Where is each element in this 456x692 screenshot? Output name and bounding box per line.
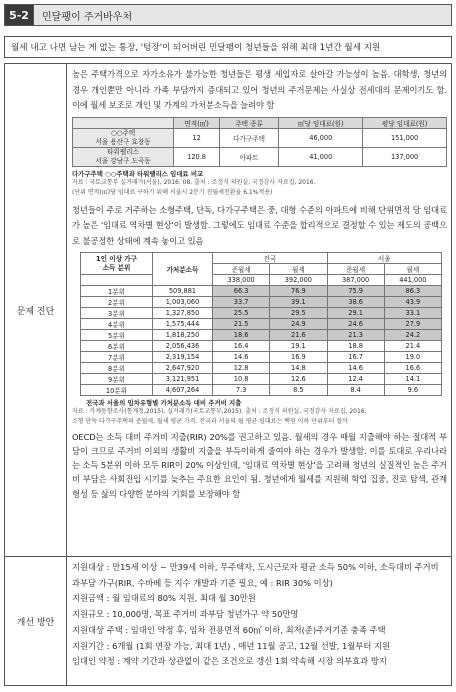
t2-income: 2,647,920 — [153, 362, 213, 373]
t1-name: ○○주택 서울 용산구 효창동 — [73, 128, 174, 147]
problem-label: 문제 진단 — [5, 64, 67, 556]
t2-quintile: 9분위 — [81, 373, 153, 384]
t2-quintile: 3분위 — [81, 307, 153, 318]
table-row — [81, 384, 442, 395]
t1-header: 평당 임대료(원) — [363, 117, 447, 128]
t2-rir-value: 12.8 — [213, 362, 270, 373]
table1-note: (단위 면적(㎡)당 임대료 구하기 위해 서울시 2분기 전월세전환율 6.1%적용) — [72, 189, 273, 196]
t2-rir-value: 16.6 — [384, 362, 441, 373]
table2-caption: 전국과 서울의 임차유형별 가처분소득 대비 주거비 지출 — [86, 398, 242, 407]
t2-subheader: 월세 — [384, 264, 441, 275]
t2-disposable-label: 가처분소득 — [153, 253, 213, 286]
plan-item: 지원대상 : 만15세 이상 ~ 만39세 이하, 무주택자, 도시근로자 평균 소득 50% 이하, 소득대비 주거비 과부담 가구(RIR, 수바베 등 지수 개발과 기준 필요, 예 : RIR 30% 이상) — [72, 562, 439, 588]
t2-rir-value: 24.2 — [384, 329, 441, 340]
t1-header: 주택 종류 — [220, 117, 279, 128]
section-title: 민달팽이 주거바우처 — [33, 5, 451, 25]
t2-rir-value: 27.9 — [384, 318, 441, 329]
t2-blank — [81, 275, 153, 286]
t2-rir-value: 12.6 — [270, 373, 327, 384]
plan-item: 지원금액 : 월 임대료의 80% 지원, 최대 월 30만원 — [72, 593, 256, 604]
t2-rir-value: 16.7 — [327, 351, 384, 362]
rir-table — [80, 252, 442, 396]
t1-area: 12 — [174, 128, 220, 147]
t2-rir-value: 16.9 — [270, 351, 327, 362]
problem-content — [67, 64, 451, 556]
t2-rir-value: 76.9 — [270, 285, 327, 296]
t2-quintile: 8분위 — [81, 362, 153, 373]
t2-rir-value: 25.5 — [213, 307, 270, 318]
t1-header — [73, 117, 174, 128]
t2-quintile: 7분위 — [81, 351, 153, 362]
t2-rent: 392,000 — [270, 275, 327, 286]
t2-rir-value: 10.8 — [213, 373, 270, 384]
table1-caption: 다가구주택 ○○주택과 타워팰리스 임대료 비교 — [72, 169, 204, 178]
t2-income: 509,881 — [153, 285, 213, 296]
table-row — [73, 128, 447, 147]
t2-rir-value: 14.6 — [213, 351, 270, 362]
t2-rir-value: 39.1 — [270, 296, 327, 307]
summary-box: 월세 내고 나면 남는 게 없는 통장, '텅장'이 되어버린 민달팽이 청년들을 위해 최대 1년간 월세 지원 — [4, 36, 452, 58]
t2-subheader: 월세 — [270, 264, 327, 275]
problem-para-1: 높은 주택가격으로 자가소유가 불가능한 청년들은 평생 세입자로 살아갈 가능성이 높음. 대학생, 청년의 경우 개인뿐만 아니라 가족 부담까지 증대되고 있어 청년의 주거문제는 사실상 전세대의 문제이기도 함. 이에 월세 보조로 개인 및 가계의 가처분소득을 늘려야 함 — [72, 69, 447, 110]
t2-quintile: 4분위 — [81, 318, 153, 329]
table-row — [81, 329, 442, 340]
t2-quintile: 5분위 — [81, 329, 153, 340]
t1-per-pyeong: 137,000 — [363, 147, 447, 166]
t2-rir-value: 12.4 — [327, 373, 384, 384]
t1-header: ㎡당 임대료(원) — [279, 117, 363, 128]
t2-income: 3,121,951 — [153, 373, 213, 384]
t2-rir-value: 38.6 — [327, 296, 384, 307]
section-number: 5-2 — [5, 5, 33, 25]
t2-rir-value: 24.9 — [270, 318, 327, 329]
t2-region: 서울 — [327, 253, 442, 264]
t2-rir-value: 66.3 — [213, 285, 270, 296]
t2-rir-value: 29.1 — [327, 307, 384, 318]
t1-type: 다가구주택 — [220, 128, 279, 147]
table-row — [81, 307, 442, 318]
t2-income: 1,327,850 — [153, 307, 213, 318]
t2-rir-value: 14.6 — [327, 362, 384, 373]
t2-rir-value: 29.5 — [270, 307, 327, 318]
table2-note: 소형 단독·다가구주택의 준월세, 월세 평균 가격. 전국과 서울의 월 평균 임대료는 백원 이하 단위부터 절삭 — [72, 418, 348, 425]
t2-rir-value: 7.3 — [213, 384, 270, 395]
t2-rir-value: 19.1 — [270, 340, 327, 351]
t2-rir-value: 21.5 — [213, 318, 270, 329]
t2-income: 2,056,436 — [153, 340, 213, 351]
t2-rir-value: 24.6 — [327, 318, 384, 329]
plan-label: 개선 방안 — [5, 557, 67, 685]
t2-rir-value: 8.4 — [327, 384, 384, 395]
rent-comparison-table — [72, 117, 447, 167]
t2-subheader: 준월세 — [327, 264, 384, 275]
t2-rir-value: 33.1 — [384, 307, 441, 318]
plan-item: 지원규모 : 10,000명, 목표 주거비 과부담 청년가구 약 50만명 — [72, 609, 299, 620]
table-row — [81, 296, 442, 307]
t2-rir-value: 75.9 — [327, 285, 384, 296]
table-row — [81, 362, 442, 373]
t2-quintile: 1분위 — [81, 285, 153, 296]
table-row — [81, 340, 442, 351]
t1-per-m2: 46,000 — [279, 128, 363, 147]
t2-rir-value: 21.4 — [384, 340, 441, 351]
table-row — [81, 285, 442, 296]
table-row — [81, 351, 442, 362]
t1-per-m2: 41,000 — [279, 147, 363, 166]
t2-rent: 441,000 — [384, 275, 441, 286]
t1-type: 아파트 — [220, 147, 279, 166]
t2-income: 2,319,154 — [153, 351, 213, 362]
t1-per-pyeong: 151,000 — [363, 128, 447, 147]
plan-item: 지원기간 : 6개월 (1회 연장 가능, 최대 1년) , 매년 11월 공고, 12월 선발, 1월부터 지원 — [72, 640, 391, 651]
plan-item: 임대인 약정 : 계약 기간과 상관없이 같은 조건으로 갱신 1회 약속해 시장 의부효과 방지 — [72, 656, 387, 667]
t2-rir-value: 14.8 — [270, 362, 327, 373]
t2-income: 1,575,444 — [153, 318, 213, 329]
t2-col-label: 1인 이상 가구 소득 분위 — [81, 253, 153, 275]
t2-quintile: 2분위 — [81, 296, 153, 307]
section-header — [4, 4, 452, 26]
t2-body — [81, 285, 442, 395]
t2-rir-value: 21.3 — [327, 329, 384, 340]
t2-rir-value: 16.4 — [213, 340, 270, 351]
t2-quintile: 10분위 — [81, 384, 153, 395]
t2-rir-value: 9.6 — [384, 384, 441, 395]
table-row — [73, 147, 447, 166]
t2-quintile: 6분위 — [81, 340, 153, 351]
problem-para-2: 청년들이 주로 거주하는 소형주택, 단독, 다가구주택은 중, 대형 수준의 아파트에 비해 단위면적 당 임대료가 높은 '임대료 역차별 현상'이 발생함. 그렇에도 임대료 수준을 합리적으로 결정할 수 있는 제도의 공백으로 불공정한 상태에 계속 놓이고 있음 — [72, 204, 447, 246]
plan-item: 지원대상 주택 : 임대인 약정 후, 임차 전용면적 60㎡ 이하, 최저(준)주거기준 충족 주택 — [72, 624, 386, 635]
table2-source: 자료 : 가계동향조사(통계청,2015), 실거래가(국토교통부,2015). 출처 : 조정식 의원실, 국정감사 자료집, 2016. — [72, 407, 367, 415]
table-row — [81, 373, 442, 384]
t1-header: 면적(㎡) — [174, 117, 220, 128]
problem-row — [5, 64, 451, 557]
t2-rir-value: 18.6 — [213, 329, 270, 340]
plan-content — [67, 557, 451, 685]
t2-rir-value: 21.6 — [270, 329, 327, 340]
t2-subheader: 준월세 — [213, 264, 270, 275]
t2-rir-value: 18.8 — [327, 340, 384, 351]
t2-region: 전국 — [213, 253, 328, 264]
t2-rent: 387,000 — [327, 275, 384, 286]
main-table — [4, 63, 452, 686]
t2-rir-value: 33.7 — [213, 296, 270, 307]
table1-source: 자료 : 국토교통부 실거래가(서울), 2016. 08. 출처 : 조정식 의원실, 국정감사 자료집, 2016. — [72, 178, 316, 186]
t2-rent: 338,000 — [213, 275, 270, 286]
t1-name: 타워팰리스 서울 강남구 도곡동 — [73, 147, 174, 166]
t2-rir-value: 14.1 — [384, 373, 441, 384]
problem-para-3: OECD는 소득 대비 주거비 지출(RIR) 20%를 권고하고 있음. 월세의 경우 매월 지출해야 하는 절대적 부담이 크므로 주거비 이외의 생활비 지출을 부득이하게 줄여야 하는 경우가 발생함. 이를 토대로 우리나라는 소득 5분위 이하 모두 RIR이 20% 이상인데, '임대료 역차별 현상'을 고려해 청년의 실질적인 높은 주거비 부담은 사회진입 시기를 늦추는 주요한 요인이 됨. 청년에게 월세를 지원해 학업 집중, 진로 탐색, 관계 형성 등 삶의 다양한 분야의 기회를 보장해야 함 — [72, 431, 447, 499]
t2-income: 1,003,060 — [153, 296, 213, 307]
t2-income: 1,818,250 — [153, 329, 213, 340]
t2-rir-value: 19.0 — [384, 351, 441, 362]
t2-rir-value: 8.5 — [270, 384, 327, 395]
t1-area: 120.8 — [174, 147, 220, 166]
t2-rir-value: 43.9 — [384, 296, 441, 307]
t2-rir-value: 86.3 — [384, 285, 441, 296]
t2-income: 4,607,264 — [153, 384, 213, 395]
table-row — [81, 318, 442, 329]
plan-row — [5, 557, 451, 685]
